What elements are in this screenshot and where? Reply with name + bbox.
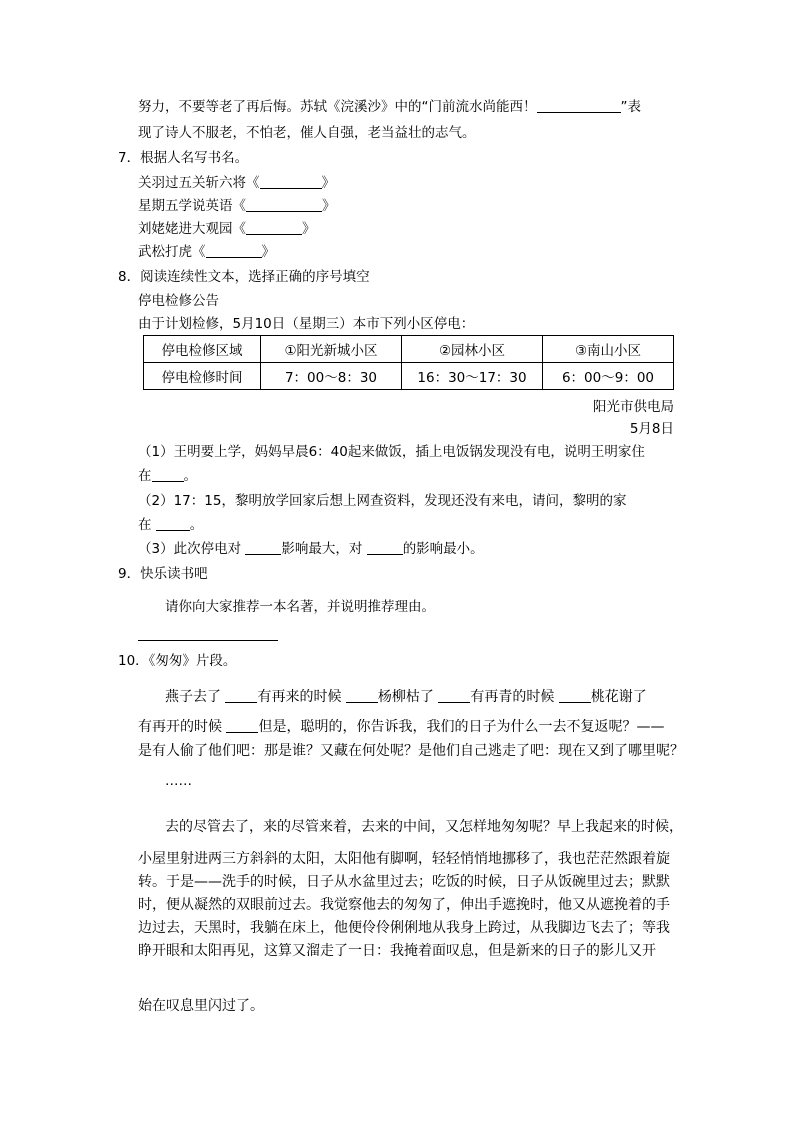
passage-text: 有再来的时候 xyxy=(257,689,346,705)
answer-blank[interactable] xyxy=(245,540,281,555)
q8-sub3-text: 影响最大，对 xyxy=(281,541,367,557)
table-cell: 停电检修时间 xyxy=(144,363,261,390)
passage-line: 去的尽管去了，来的尽管来着，去来的中间，又怎样地匆匆呢？早上我起来的时候， xyxy=(165,819,683,835)
table-cell: 7：00～8：30 xyxy=(261,363,402,390)
passage-line: 是有人偷了他们吧：那是谁？又藏在何处呢？是他们自己逃走了吧：现在又到了哪里呢？ xyxy=(138,743,684,759)
q7-item-prefix: 星期五学说英语《 xyxy=(138,198,246,214)
q8-sub2-text: 在 xyxy=(138,517,156,533)
q8-sub3-text: 的影响最小。 xyxy=(402,541,484,557)
answer-blank[interactable] xyxy=(206,243,262,258)
passage-line xyxy=(165,688,647,706)
q7-item-suffix: 》 xyxy=(261,244,275,260)
q7-item xyxy=(138,197,336,215)
q8-sub1-line1: （1）王明要上学，妈妈早晨6：40起来做饭，插上电饭锅发现没有电，说明王明家住 xyxy=(138,444,645,460)
q7-item xyxy=(138,243,275,261)
answer-blank[interactable] xyxy=(246,197,322,212)
passage-text: 有再开的时候 xyxy=(138,719,227,735)
table-cell: ②园林小区 xyxy=(402,336,543,363)
q8-sub2-line1: （2）17：15，黎明放学回家后想上网查资料，发现还没有来电，请问，黎明的家 xyxy=(138,493,627,509)
q7-item xyxy=(138,174,335,192)
answer-blank[interactable] xyxy=(367,540,403,555)
q6-line-1 xyxy=(138,98,641,116)
answer-blank[interactable] xyxy=(537,98,621,113)
q7-item-suffix: 》 xyxy=(321,175,335,191)
notice-intro: 由于计划检修，5月10日（星期三）本市下列小区停电： xyxy=(138,316,475,332)
passage-line: 小屋里射进两三方斜斜的太阳，太阳他有脚啊，轻轻悄悄地挪移了，我也茫茫然跟着旋 xyxy=(138,851,670,867)
passage-line xyxy=(138,718,664,736)
outage-table xyxy=(143,335,674,390)
answer-blank[interactable] xyxy=(559,688,591,703)
q8-sub1-text: 在 xyxy=(138,468,152,484)
answer-blank[interactable] xyxy=(246,220,302,235)
passage-line: 转。于是——洗手的时候，日子从水盆里过去；吃饭的时候，日子从饭碗里过去；默默 xyxy=(138,874,670,890)
passage-line: 睁开眼和太阳再见，这算又溜走了一日：我掩着面叹息，但是新来的日子的影儿又开 xyxy=(138,943,656,959)
passage-line: 始在叹息里闪过了。 xyxy=(138,998,264,1014)
passage-text: 有再青的时候 xyxy=(470,689,559,705)
passage-line: 时，便从凝然的双眼前过去。我觉察他去的匆匆了，伸出手遮挽时，他又从遮挽着的手 xyxy=(138,897,670,913)
passage-text: 燕子去了 xyxy=(165,689,226,705)
q7-item-prefix: 武松打虎《 xyxy=(138,244,206,260)
answer-blank[interactable] xyxy=(156,516,190,531)
q8-sub1-line2 xyxy=(138,467,197,485)
notice-signature: 阳光市供电局 xyxy=(593,399,674,415)
passage-ellipsis: …… xyxy=(165,773,192,789)
q7-item xyxy=(138,220,316,238)
q7-item-suffix: 》 xyxy=(302,221,316,237)
answer-blank[interactable] xyxy=(260,174,322,189)
notice-title: 停电检修公告 xyxy=(138,293,219,309)
q7-item-suffix: 》 xyxy=(322,198,336,214)
q8-sub3-text: （3）此次停电对 xyxy=(138,541,246,557)
question-10-title: 10．《匆匆》片段。 xyxy=(118,653,237,669)
q8-sub2-line2 xyxy=(138,516,203,534)
q8-sub2-end: 。 xyxy=(189,517,204,533)
answer-blank[interactable] xyxy=(226,718,258,733)
passage-text: 桃花谢了 xyxy=(590,689,647,705)
table-cell: 停电检修区域 xyxy=(144,336,261,363)
q7-item-prefix: 刘姥姥进大观园《 xyxy=(138,221,246,237)
passage-text: 但是，聪明的，你告诉我，我们的日子为什么一去不复返呢？—— xyxy=(258,719,665,735)
q9-prompt: 请你向大家推荐一本名著，并说明推荐理由。 xyxy=(165,599,435,615)
answer-blank[interactable] xyxy=(438,688,470,703)
passage-line: 边过去，天黑时，我躺在床上，他便伶伶俐俐地从我身上跨过，从我脚边飞去了；等我 xyxy=(138,920,670,936)
passage-text: 杨柳枯了 xyxy=(377,689,439,705)
answer-blank[interactable] xyxy=(346,688,378,703)
answer-blank[interactable] xyxy=(152,467,184,482)
question-9-title: 9．快乐读书吧 xyxy=(118,566,208,582)
question-8-title: 8．阅读连续性文本，选择正确的序号填空 xyxy=(118,269,370,285)
q6-text-a: 努力，不要等老了再后悔。苏轼《浣溪沙》中的“门前流水尚能西！ xyxy=(138,99,537,115)
question-7-title: 7．根据人名写书名。 xyxy=(118,150,249,166)
notice-date: 5月8日 xyxy=(629,421,674,437)
table-row xyxy=(144,336,674,363)
q6-text-b: ”表 xyxy=(620,99,641,115)
q6-line-2: 现了诗人不服老，不怕老，催人自强，老当益壮的志气。 xyxy=(138,125,476,141)
q7-item-prefix: 关羽过五关斩六将《 xyxy=(138,175,260,191)
answer-line[interactable] xyxy=(138,640,278,641)
q8-sub1-end: 。 xyxy=(183,468,197,484)
q8-sub3 xyxy=(138,540,484,558)
table-cell: 16：30～17：30 xyxy=(402,363,543,390)
table-row xyxy=(144,363,674,390)
table-cell: ③南山小区 xyxy=(543,336,674,363)
table-cell: ①阳光新城小区 xyxy=(261,336,402,363)
table-cell: 6：00～9：00 xyxy=(543,363,674,390)
answer-blank[interactable] xyxy=(225,688,257,703)
